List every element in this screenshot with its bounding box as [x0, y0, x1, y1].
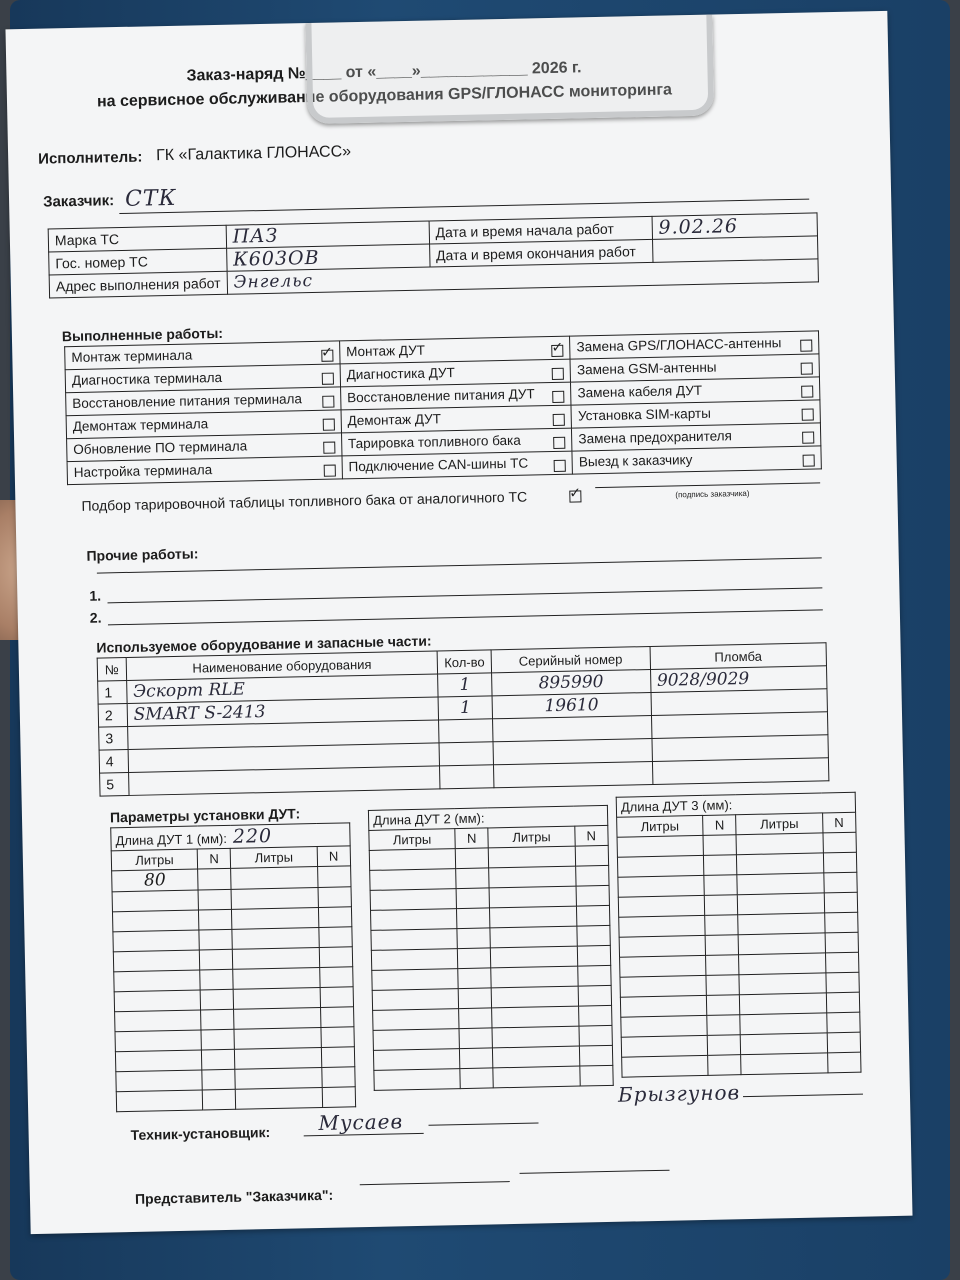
customer-value: СТК: [124, 185, 177, 212]
dut-cell: [322, 1087, 356, 1108]
dut-cell: [708, 1055, 742, 1076]
dut-cell: [198, 868, 232, 890]
start-value: 9.02.26: [658, 215, 739, 239]
customer-label: Заказчик:: [42, 192, 115, 211]
start-label: Дата и время начала работ: [429, 216, 652, 244]
equipment-cell: [439, 742, 493, 766]
dut3-block: [616, 792, 862, 1078]
dut-cell: [235, 1067, 321, 1089]
dut-cell: [707, 1015, 741, 1036]
work-label: Замена предохранителя: [578, 427, 733, 446]
dut-cell: [112, 910, 198, 932]
dut-cell: [823, 872, 857, 893]
dut-cell: [115, 1050, 201, 1072]
work-checkbox[interactable]: [554, 459, 566, 471]
dut-cell: [115, 1010, 201, 1032]
dut-cell: [116, 1090, 202, 1112]
dut-params-title: Параметры установки ДУТ:: [109, 805, 301, 826]
dut-cell: [371, 949, 457, 971]
dut-cell: [706, 955, 740, 976]
equipment-cell: [652, 758, 829, 785]
work-checkbox[interactable]: [321, 349, 333, 361]
dut2-label: Длина ДУТ 2 (мм):: [372, 810, 485, 828]
dut-cell: [369, 849, 455, 871]
dut-cell: [321, 1067, 355, 1088]
dut-cell: [199, 949, 233, 970]
dut-cell: [492, 1006, 578, 1028]
dut-cell: [823, 832, 857, 853]
dut-cell: [457, 948, 491, 969]
equipment-cell: 3: [99, 726, 128, 750]
title-line-1: Заказ-наряд №____ от «____»____________ 2026 г.: [186, 59, 582, 85]
dut-cell: [201, 1009, 235, 1030]
clipboard-clip: [305, 15, 714, 125]
dut-cell: [739, 973, 825, 995]
dut-cell: [575, 865, 609, 886]
dut-cell: [740, 1013, 826, 1035]
title-line-2: на сервисное обслуживание оборудования GPS/ГЛОНАСС мониторинга: [96, 81, 673, 111]
works-title: Выполненные работы:: [61, 324, 224, 345]
work-label: Диагностика терминала: [71, 369, 223, 388]
dut-cell: [823, 852, 857, 873]
work-label: Тарировка топливного бака: [347, 432, 521, 451]
address-label: Адрес выполнения работ: [49, 271, 227, 298]
dut-cell: [114, 990, 200, 1012]
dut-cell: [459, 1048, 493, 1069]
dut-col-header: N: [455, 828, 489, 849]
dut3-table: [616, 792, 862, 1078]
dut2-block: [368, 805, 614, 1091]
dut-cell: [703, 855, 737, 876]
dut-cell: [234, 987, 320, 1009]
work-label: Демонтаж ДУТ: [347, 410, 442, 428]
equipment-cell: 1: [438, 696, 492, 720]
dut-cell: [490, 886, 576, 908]
dut-cell: [456, 888, 490, 909]
equipment-cell: [493, 738, 652, 764]
dut-cell: [201, 1049, 235, 1070]
dut-cell: [232, 888, 318, 910]
dut-cell: [112, 890, 198, 912]
dut-cell: [372, 989, 458, 1011]
end-value: [652, 236, 818, 262]
dut-cell: [737, 873, 823, 895]
dut-cell: [492, 1026, 578, 1048]
work-checkbox[interactable]: [323, 441, 335, 453]
dut-cell: [707, 1035, 741, 1056]
table-row: [374, 1065, 613, 1090]
dut-cell: [491, 946, 577, 968]
work-checkbox[interactable]: [552, 390, 564, 402]
dut-cell: [460, 1068, 494, 1089]
dut-cell: [458, 988, 492, 1009]
dut-cell: [741, 1053, 827, 1075]
dut-cell: [741, 1033, 827, 1055]
brand-value: ПАЗ: [232, 224, 279, 248]
dut-cell: [320, 987, 354, 1008]
work-checkbox[interactable]: [553, 413, 565, 425]
dut-cell: [492, 986, 578, 1008]
dut-cell: [456, 868, 490, 889]
tech-name-line: [429, 1122, 539, 1125]
equipment-cell: 9028/9029: [650, 666, 827, 693]
work-checkbox[interactable]: [801, 385, 813, 397]
dut-cell: [621, 1015, 707, 1037]
dut-col-header: Литры: [488, 826, 574, 848]
dut-col-header: Литры: [369, 829, 455, 851]
dut2-table: [368, 805, 614, 1091]
work-checkbox[interactable]: [553, 436, 565, 448]
dut-cell: [704, 895, 738, 916]
dut-cell: [490, 926, 576, 948]
calibration-checkbox[interactable]: [569, 490, 581, 502]
other-line-2: [108, 609, 823, 625]
dut-cell: [619, 935, 705, 957]
dut-cell: [618, 895, 704, 917]
dut-cell: [231, 867, 317, 890]
dut-cell: [704, 875, 738, 896]
dut-cell: [198, 889, 232, 910]
dut-col-header: N: [703, 815, 737, 836]
dut-cell: [706, 995, 740, 1016]
dut-cell: [620, 995, 706, 1017]
other-works-title: Прочие работы:: [86, 545, 199, 564]
work-checkbox[interactable]: [323, 418, 335, 430]
dut-col-header: N: [574, 825, 608, 846]
address-value: Энгельс: [233, 270, 314, 293]
equipment-cell: [439, 719, 493, 743]
equipment-header-cell: Пломба: [650, 643, 827, 670]
dut-cell: [575, 845, 609, 866]
dut-cell: [201, 1029, 235, 1050]
dut-cell: [826, 992, 860, 1013]
dut-cell: [825, 952, 859, 973]
dut-cell: [619, 915, 705, 937]
equipment-cell: 1: [438, 673, 492, 697]
dut-cell: [457, 928, 491, 949]
works-table: [64, 330, 822, 485]
other-line-0: [97, 557, 822, 573]
equipment-cell: 19610: [492, 692, 651, 718]
second-signature: Брызгунов: [617, 1080, 741, 1107]
dut3-label: Длина ДУТ 3 (мм):: [620, 797, 733, 815]
dut-cell: [705, 935, 739, 956]
dut-cell: [579, 1065, 613, 1086]
work-checkbox[interactable]: [323, 464, 335, 476]
work-label: Восстановление питания ДУТ: [346, 385, 535, 405]
work-label: Демонтаж терминала: [72, 415, 209, 434]
dut-cell: [738, 913, 824, 935]
equipment-cell: SMART S-2413: [127, 697, 439, 727]
dut-cell: [620, 955, 706, 977]
dut-cell: [705, 915, 739, 936]
equipment-cell: [492, 715, 651, 741]
dut-cell: [319, 947, 353, 968]
dut-cell: [576, 885, 610, 906]
equipment-cell: 5: [100, 772, 129, 796]
dut-cell: [825, 932, 859, 953]
dut1-block: [110, 822, 356, 1112]
dut-cell: [579, 1045, 613, 1066]
dut-cell: [235, 1047, 321, 1069]
dut-cell: [491, 966, 577, 988]
work-label: Обновление ПО терминала: [73, 437, 248, 457]
equipment-cell: [493, 761, 652, 787]
equipment-header-cell: Наименование оборудования: [126, 651, 438, 681]
customer-rep-label: Представитель "Заказчика":: [134, 1186, 334, 1207]
equipment-cell: 1: [98, 680, 127, 704]
dut-cell: [578, 985, 612, 1006]
works-cell: [572, 446, 821, 474]
dut-cell: [576, 925, 610, 946]
customer-rep-name-line: [520, 1170, 670, 1174]
equipment-header-cell: №: [97, 657, 126, 681]
dut-cell: [577, 965, 611, 986]
vehicle-table: [48, 212, 819, 298]
dut-cell: [455, 848, 489, 869]
customer-rep-sign-line: [360, 1181, 510, 1185]
dut-cell: [202, 1069, 236, 1090]
dut-cell: [370, 869, 456, 891]
customer-line: [119, 199, 809, 214]
dut-cell: [374, 1069, 460, 1091]
plate-label: Гос. номер ТС: [49, 248, 227, 275]
dut1-value: 220: [232, 824, 273, 848]
equipment-title: Используемое оборудование и запасные части:: [96, 632, 432, 656]
dut-cell: [826, 1012, 860, 1033]
work-label: Установка SIM-карты: [577, 405, 711, 423]
work-checkbox[interactable]: [322, 372, 334, 384]
dut-cell: [825, 972, 859, 993]
dut-cell: [370, 889, 456, 911]
dut-cell: [115, 1030, 201, 1052]
dut-cell: [703, 835, 737, 856]
dut-col-header: Литры: [617, 815, 703, 837]
dut-cell: [739, 933, 825, 955]
dut-cell: 80: [112, 869, 198, 892]
work-checkbox[interactable]: [801, 362, 813, 374]
equipment-header-cell: Серийный номер: [491, 647, 650, 673]
equipment-table: [97, 642, 830, 796]
work-checkbox[interactable]: [322, 395, 334, 407]
dut-cell: [318, 927, 352, 948]
table-row: [116, 1087, 355, 1112]
dut-cell: [371, 929, 457, 951]
dut-col-header: Литры: [736, 813, 822, 835]
dut-cell: [621, 1035, 707, 1057]
equipment-cell: 2: [98, 703, 127, 727]
equipment-cell: 895990: [491, 670, 650, 696]
dut-cell: [738, 893, 824, 915]
dut-cell: [459, 1008, 493, 1029]
work-checkbox[interactable]: [803, 454, 815, 466]
second-sign-line: [743, 1094, 863, 1098]
dut-cell: [493, 1066, 579, 1088]
work-label: Монтаж терминала: [71, 347, 193, 365]
dut-cell: [232, 928, 318, 950]
dut-cell: [113, 950, 199, 972]
dut-cell: [234, 1027, 320, 1049]
work-label: Замена GPS/ГЛОНАСС-антенны: [576, 334, 782, 354]
dut-cell: [372, 969, 458, 991]
work-label: Подключение CAN-шины ТС: [348, 455, 529, 474]
dut-cell: [232, 908, 318, 930]
other-item-2: 2.: [89, 609, 102, 626]
table-row: [622, 1052, 861, 1077]
dut-cell: [233, 948, 319, 970]
executor-value: ГК «Галактика ГЛОНАСС»: [155, 143, 352, 165]
work-checkbox[interactable]: [802, 408, 814, 420]
calibration-label: Подбор тарировочной таблицы топливного бака от аналогичного ТС: [81, 488, 528, 514]
dut-cell: [114, 970, 200, 992]
dut-col-header: N: [317, 846, 351, 867]
work-label: Диагностика ДУТ: [346, 364, 455, 382]
work-label: Замена кабеля ДУТ: [577, 382, 703, 400]
work-checkbox[interactable]: [552, 367, 564, 379]
dut-cell: [200, 969, 234, 990]
dut-cell: [320, 1007, 354, 1028]
equipment-cell: [440, 765, 494, 789]
dut-cell: [579, 1025, 613, 1046]
dut-cell: [739, 953, 825, 975]
dut-cell: [827, 1032, 861, 1053]
dut1-label: Длина ДУТ 1 (мм):: [115, 830, 228, 849]
dut-cell: [740, 993, 826, 1015]
dut-cell: [824, 892, 858, 913]
works-cell: [342, 451, 573, 479]
equipment-cell: 4: [99, 749, 128, 773]
dut-cell: [373, 1049, 459, 1071]
dut-cell: [827, 1052, 861, 1073]
dut-cell: [116, 1070, 202, 1092]
other-line-1: [108, 587, 823, 603]
equipment-header-cell: Кол-во: [437, 650, 491, 674]
dut-cell: [824, 912, 858, 933]
dut-cell: [234, 1007, 320, 1029]
dut-cell: [618, 875, 704, 897]
work-checkbox[interactable]: [802, 431, 814, 443]
end-label: Дата и время окончания работ: [429, 239, 652, 267]
dut-cell: [736, 833, 822, 855]
dut-cell: [373, 1029, 459, 1051]
executor-label: Исполнитель:: [38, 148, 143, 168]
dut-cell: [318, 887, 352, 908]
dut-cell: [577, 945, 611, 966]
dut-cell: [576, 905, 610, 926]
equipment-cell: Эскорт RLE: [126, 674, 438, 704]
dut-col-header: N: [197, 848, 231, 869]
dut-cell: [737, 853, 823, 875]
dut-cell: [493, 1046, 579, 1068]
work-label: Настройка терминала: [73, 461, 213, 480]
dut-cell: [199, 929, 233, 950]
dut-cell: [199, 909, 233, 930]
dut-cell: [459, 1028, 493, 1049]
dut-cell: [490, 906, 576, 928]
dut-cell: [317, 866, 351, 888]
plate-value: К603ОВ: [232, 246, 320, 271]
dut-cell: [578, 1005, 612, 1026]
dut-cell: [202, 1089, 236, 1110]
dut-col-header: N: [822, 812, 856, 833]
work-checkbox[interactable]: [800, 339, 812, 351]
dut-cell: [236, 1087, 322, 1109]
dut-cell: [321, 1047, 355, 1068]
dut-cell: [617, 855, 703, 877]
dut-cell: [113, 930, 199, 952]
dut-cell: [617, 835, 703, 857]
dut-cell: [489, 866, 575, 888]
dut-col-header: Литры: [111, 849, 197, 871]
work-checkbox[interactable]: [551, 344, 563, 356]
dut-cell: [320, 1027, 354, 1048]
dut-cell: [371, 909, 457, 931]
work-label: Монтаж ДУТ: [345, 342, 426, 359]
works-cell: [67, 456, 342, 485]
work-label: Восстановление питания терминала: [72, 390, 303, 411]
dut-cell: [457, 908, 491, 929]
dut-cell: [622, 1055, 708, 1077]
dut-cell: [489, 846, 575, 868]
dut-cell: [200, 989, 234, 1010]
sign-caption: (подпись заказчика): [675, 488, 750, 500]
dut-cell: [318, 907, 352, 928]
dut-cell: [373, 1009, 459, 1031]
dut-col-header: Литры: [231, 847, 317, 869]
work-label: Замена GSM-антенны: [576, 359, 717, 377]
brand-label: Марка ТС: [48, 225, 226, 252]
dut-cell: [620, 975, 706, 997]
dut-cell: [458, 968, 492, 989]
work-label: Выезд к заказчику: [578, 451, 693, 469]
tech-signature: Мусаев: [318, 1109, 404, 1136]
other-item-1: 1.: [89, 587, 102, 604]
dut-cell: [706, 975, 740, 996]
dut-cell: [319, 967, 353, 988]
dut-cell: [233, 968, 319, 990]
customer-sign-line: [595, 482, 820, 488]
dut1-table: [110, 822, 356, 1112]
tech-label: Техник-установщик:: [130, 1124, 271, 1143]
work-order-sheet: [5, 11, 912, 1234]
